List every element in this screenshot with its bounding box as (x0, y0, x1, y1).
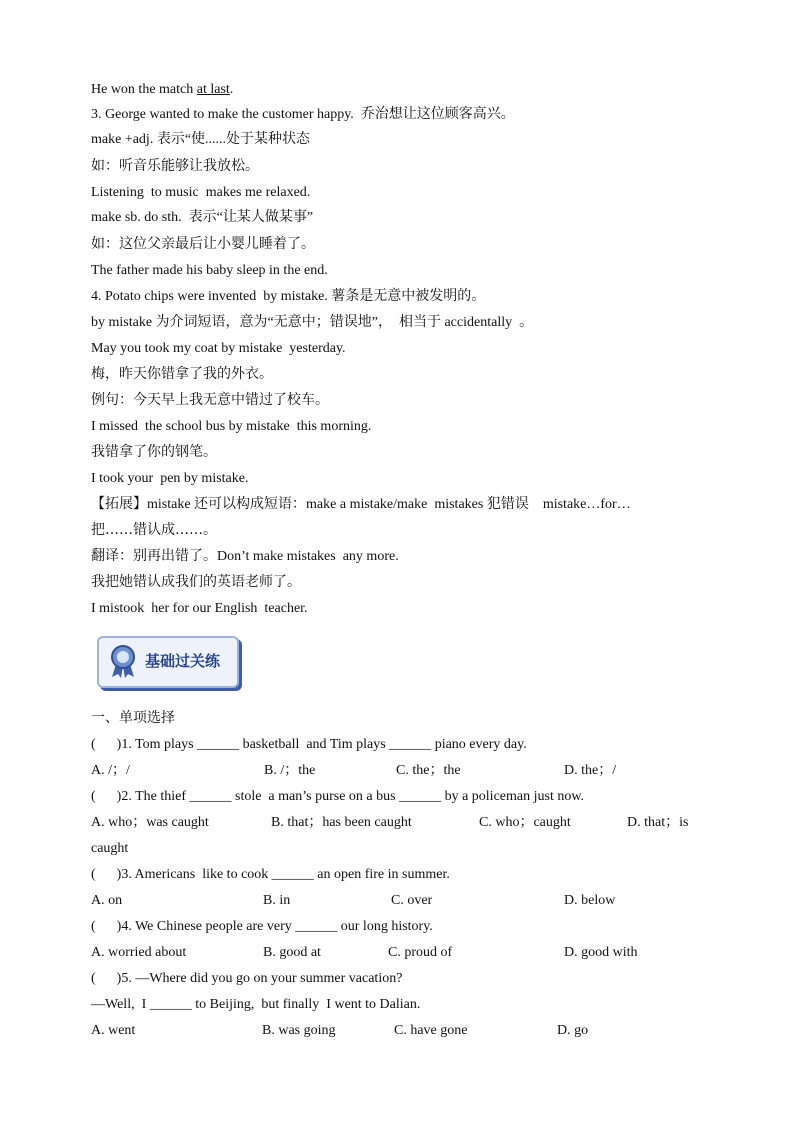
option-d: D. the；/ (564, 763, 617, 778)
option-d: D. go (557, 1023, 589, 1038)
option-c: C. over (391, 893, 433, 908)
question-stem: ( )3. Americans like to cook ______ an open fire in summer. (91, 867, 450, 882)
option-c: C. proud of (388, 945, 453, 960)
option-a: A. on (91, 893, 123, 908)
section-title: 一、单项选择 (91, 710, 175, 726)
option-row (91, 813, 711, 833)
option-b: B. in (263, 893, 291, 908)
option-c: C. have gone (394, 1023, 468, 1038)
example-prompt: 例句：今天早上我无意中错过了校车。 (91, 392, 329, 408)
extension-note-cont: 把……错认成……。 (91, 522, 217, 538)
example-prompt: 如：听音乐能够让我放松。 (91, 158, 259, 174)
option-a: A. worried about (91, 945, 187, 960)
option-row (91, 943, 711, 963)
option-d: D. that；is (627, 815, 689, 830)
usage-note: by mistake 为介词短语，意为“无意中；错误地”， 相当于 accidentally 。 (91, 315, 534, 330)
point-heading-3: 3. George wanted to make the customer happy. 乔治想让这位顾客高兴。 (91, 107, 515, 122)
option-row (91, 891, 711, 911)
option-d: D. good with (564, 945, 638, 960)
example-prompt: 我把她错认成我们的英语老师了。 (91, 574, 301, 590)
option-row (91, 1021, 711, 1041)
example-prompt: 我错拿了你的钢笔。 (91, 444, 217, 460)
question-stem: ( )2. The thief ______ stole a man’s purse on a bus ______ by a policeman just now. (91, 789, 585, 804)
point-heading-4: 4. Potato chips were invented by mistake. 薯条是无意中被发明的。 (91, 289, 486, 304)
option-c: C. who；caught (479, 815, 571, 830)
translation-exercise: 翻译：别再出错了。Don’t make mistakes any more. (91, 549, 399, 564)
example-prompt: 如：这位父亲最后让小婴儿睡着了。 (91, 236, 315, 252)
option-continuation: caught (91, 841, 129, 856)
medal-icon (109, 644, 137, 678)
text-segment: . (229, 82, 234, 97)
usage-note: make +adj. 表示“使......处于某种状态 (91, 132, 311, 147)
option-a: A. /；/ (91, 763, 130, 778)
example-sentence: I took your pen by mistake. (91, 471, 249, 486)
option-d: D. below (564, 893, 616, 908)
option-b: B. good at (263, 945, 321, 960)
option-c: C. the；the (396, 763, 461, 778)
option-b: B. was going (262, 1023, 336, 1038)
example-sentence: May you took my coat by mistake yesterday. (91, 341, 346, 356)
option-a: A. who；was caught (91, 815, 209, 830)
example-sentence (91, 80, 233, 100)
section-badge (97, 636, 237, 688)
example-sentence: The father made his baby sleep in the end. (91, 263, 328, 278)
option-row (91, 761, 711, 781)
option-b: B. /；the (264, 763, 316, 778)
dialogue-line: —Well, I ______ to Beijing, but finally I went to Dalian. (91, 997, 421, 1012)
question-stem: ( )1. Tom plays ______ basketball and Tim plays ______ piano every day. (91, 737, 527, 752)
option-a: A. went (91, 1023, 136, 1038)
translation: 梅，昨天你错拿了我的外衣。 (91, 366, 273, 382)
underlined-phrase: at last (196, 82, 230, 97)
text-segment: He won the match (91, 82, 197, 97)
example-sentence: I missed the school bus by mistake this morning. (91, 419, 372, 434)
option-b: B. that；has been caught (271, 815, 412, 830)
badge-title: 基础过关练 (145, 652, 221, 670)
question-stem: ( )5. —Where did you go on your summer vacation? (91, 971, 403, 986)
example-sentence: I mistook her for our English teacher. (91, 601, 308, 616)
question-stem: ( )4. We Chinese people are very ______ our long history. (91, 919, 433, 934)
example-sentence: Listening to music makes me relaxed. (91, 185, 311, 200)
usage-note: make sb. do sth. 表示“让某人做某事” (91, 210, 314, 225)
extension-note: 【拓展】mistake 还可以构成短语：make a mistake/make mistakes 犯错误 mistake…for… (91, 497, 631, 512)
